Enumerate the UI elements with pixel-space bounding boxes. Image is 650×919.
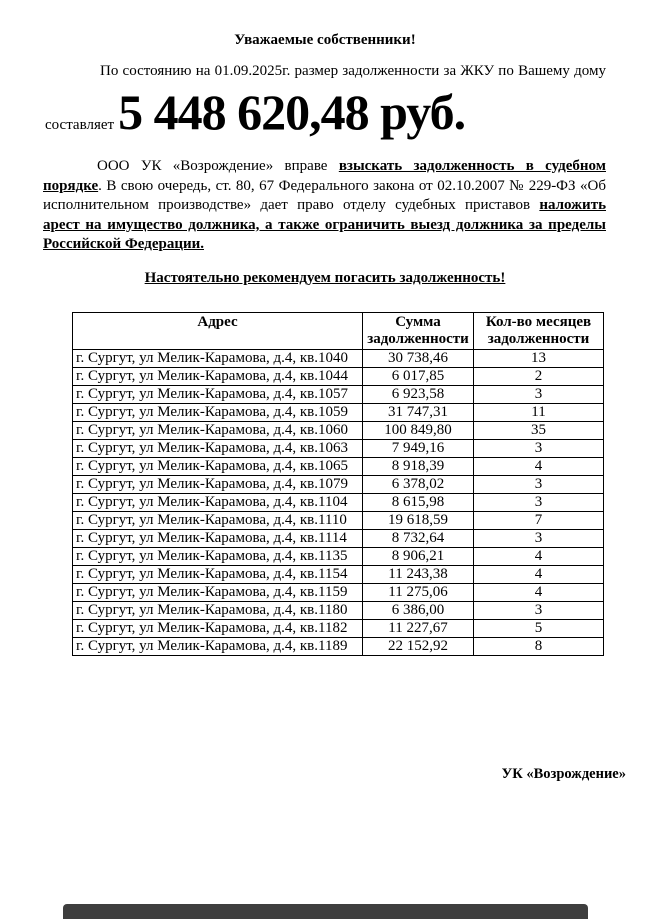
table-row bbox=[73, 439, 604, 457]
months-cell: 3 bbox=[474, 439, 604, 457]
table-row bbox=[73, 349, 604, 367]
debt-amount-cell: 11 243,38 bbox=[363, 565, 474, 583]
debt-table-body bbox=[73, 349, 604, 655]
debt-amount-cell: 19 618,59 bbox=[363, 511, 474, 529]
address-cell: г. Сургут, ул Мелик-Карамова, д.4, кв.1182 bbox=[73, 619, 363, 637]
address-cell: г. Сургут, ул Мелик-Карамова, д.4, кв.1114 bbox=[73, 529, 363, 547]
table-row bbox=[73, 511, 604, 529]
debt-amount-cell: 6 386,00 bbox=[363, 601, 474, 619]
legal-paragraph bbox=[43, 157, 606, 255]
months-cell: 4 bbox=[474, 565, 604, 583]
legal-text-bold-2: наложить арест на имущество должника, а также ограничить выезд должника за пределы Российской Федерации. bbox=[43, 197, 606, 252]
recommendation-heading: Настоятельно рекомендуем погасить задолженность! bbox=[144, 269, 506, 286]
table-row bbox=[73, 403, 604, 421]
address-cell: г. Сургут, ул Мелик-Карамова, д.4, кв.1104 bbox=[73, 493, 363, 511]
intro-line: По состоянию на 01.09.2025г. размер задолженности за ЖКУ по Вашему дому bbox=[100, 63, 606, 79]
months-cell: 3 bbox=[474, 601, 604, 619]
table-row bbox=[73, 529, 604, 547]
legal-text-normal-1: ООО УК «Возрождение» вправе bbox=[97, 158, 339, 174]
months-cell: 5 bbox=[474, 619, 604, 637]
months-cell: 3 bbox=[474, 493, 604, 511]
address-cell: г. Сургут, ул Мелик-Карамова, д.4, кв.1079 bbox=[73, 475, 363, 493]
debt-amount-cell: 11 275,06 bbox=[363, 583, 474, 601]
address-cell: г. Сургут, ул Мелик-Карамова, д.4, кв.1189 bbox=[73, 637, 363, 655]
table-row bbox=[73, 583, 604, 601]
page-title: Уважаемые собственники! bbox=[234, 32, 416, 48]
bottom-scrollbar-thumb[interactable] bbox=[63, 904, 588, 919]
address-cell: г. Сургут, ул Мелик-Карамова, д.4, кв.1135 bbox=[73, 547, 363, 565]
table-row bbox=[73, 565, 604, 583]
signature: УК «Возрождение» bbox=[501, 766, 626, 782]
months-cell: 4 bbox=[474, 547, 604, 565]
debt-amount-line bbox=[45, 84, 650, 150]
debt-amount-cell: 22 152,92 bbox=[363, 637, 474, 655]
table-row bbox=[73, 421, 604, 439]
debt-amount-cell: 8 732,64 bbox=[363, 529, 474, 547]
table-row bbox=[73, 493, 604, 511]
months-cell: 35 bbox=[474, 421, 604, 439]
amount-prefix: составляет bbox=[45, 117, 115, 133]
table-row bbox=[73, 457, 604, 475]
months-cell: 4 bbox=[474, 457, 604, 475]
debt-table bbox=[72, 312, 604, 656]
table-header-row bbox=[73, 312, 604, 349]
months-cell: 3 bbox=[474, 475, 604, 493]
debt-amount-cell: 8 918,39 bbox=[363, 457, 474, 475]
months-cell: 2 bbox=[474, 367, 604, 385]
address-cell: г. Сургут, ул Мелик-Карамова, д.4, кв.1180 bbox=[73, 601, 363, 619]
debt-amount-cell: 11 227,67 bbox=[363, 619, 474, 637]
debt-amount-cell: 7 949,16 bbox=[363, 439, 474, 457]
address-cell: г. Сургут, ул Мелик-Карамова, д.4, кв.1063 bbox=[73, 439, 363, 457]
months-column-header: Кол-во месяцев задолженности bbox=[474, 312, 604, 349]
address-cell: г. Сургут, ул Мелик-Карамова, д.4, кв.1060 bbox=[73, 421, 363, 439]
debt-amount-cell: 8 906,21 bbox=[363, 547, 474, 565]
debt-amount-cell: 100 849,80 bbox=[363, 421, 474, 439]
table-row bbox=[73, 367, 604, 385]
debt-total-amount: 5 448 620,48 руб. bbox=[118, 84, 466, 140]
debt-amount-cell: 6 378,02 bbox=[363, 475, 474, 493]
months-cell: 7 bbox=[474, 511, 604, 529]
address-cell: г. Сургут, ул Мелик-Карамова, д.4, кв.1154 bbox=[73, 565, 363, 583]
debt-amount-cell: 6 923,58 bbox=[363, 385, 474, 403]
table-row bbox=[73, 637, 604, 655]
address-column-header: Адрес bbox=[73, 312, 363, 349]
address-cell: г. Сургут, ул Мелик-Карамова, д.4, кв.1059 bbox=[73, 403, 363, 421]
address-cell: г. Сургут, ул Мелик-Карамова, д.4, кв.1159 bbox=[73, 583, 363, 601]
months-cell: 4 bbox=[474, 583, 604, 601]
legal-text-bold-1: взыскать задолженность в судебном порядке bbox=[43, 158, 606, 194]
table-row bbox=[73, 385, 604, 403]
table-row bbox=[73, 601, 604, 619]
table-row bbox=[73, 547, 604, 565]
months-cell: 3 bbox=[474, 529, 604, 547]
months-cell: 8 bbox=[474, 637, 604, 655]
table-row bbox=[73, 475, 604, 493]
debt-amount-column-header: Сумма задолженности bbox=[363, 312, 474, 349]
debt-amount-cell: 6 017,85 bbox=[363, 367, 474, 385]
debt-amount-cell: 8 615,98 bbox=[363, 493, 474, 511]
months-cell: 3 bbox=[474, 385, 604, 403]
months-cell: 13 bbox=[474, 349, 604, 367]
address-cell: г. Сургут, ул Мелик-Карамова, д.4, кв.1057 bbox=[73, 385, 363, 403]
debt-amount-cell: 30 738,46 bbox=[363, 349, 474, 367]
debt-amount-cell: 31 747,31 bbox=[363, 403, 474, 421]
legal-text-normal-2: . В свою очередь, ст. 80, 67 Федерального закона от 02.10.2007 № 229-ФЗ «Об исполнительном производстве» дает право отделу судебных приставов bbox=[43, 177, 606, 213]
address-cell: г. Сургут, ул Мелик-Карамова, д.4, кв.1044 bbox=[73, 367, 363, 385]
address-cell: г. Сургут, ул Мелик-Карамова, д.4, кв.1110 bbox=[73, 511, 363, 529]
table-row bbox=[73, 619, 604, 637]
months-cell: 11 bbox=[474, 403, 604, 421]
address-cell: г. Сургут, ул Мелик-Карамова, д.4, кв.1065 bbox=[73, 457, 363, 475]
address-cell: г. Сургут, ул Мелик-Карамова, д.4, кв.1040 bbox=[73, 349, 363, 367]
